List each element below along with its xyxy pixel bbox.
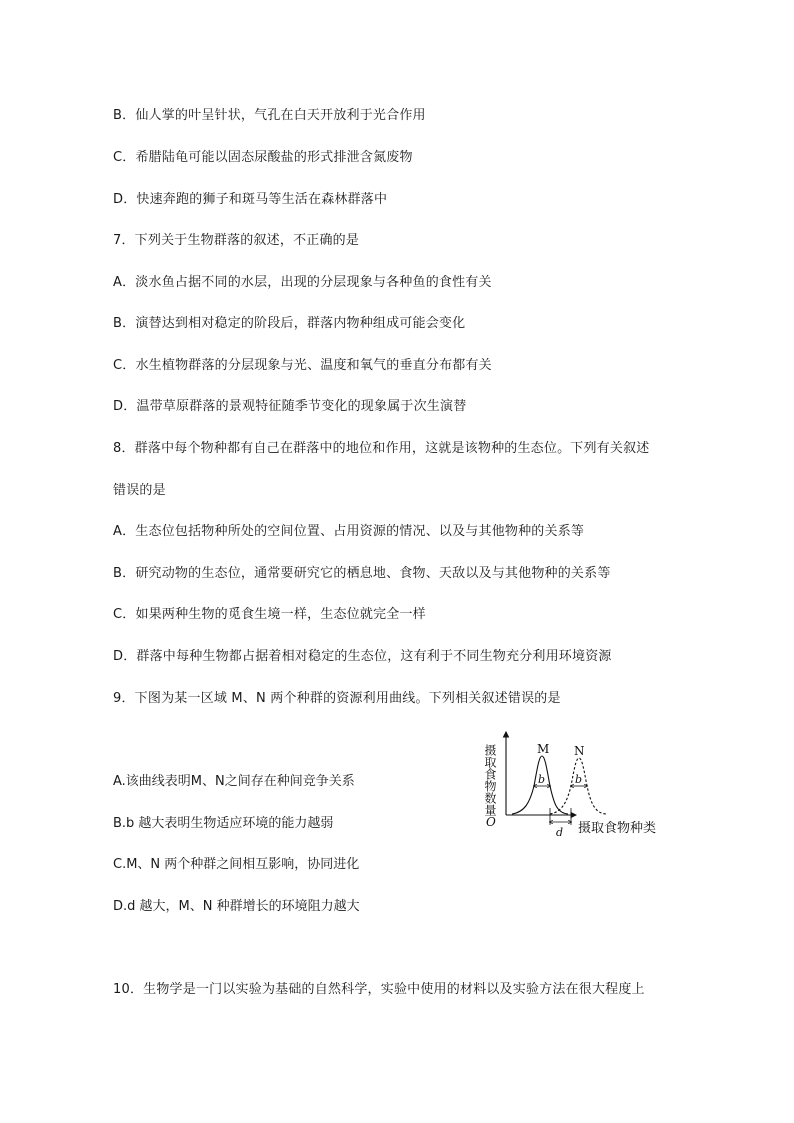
resource-curve-figure: [470, 722, 680, 844]
gap-label: d: [556, 826, 564, 839]
width-label-n: b: [575, 773, 583, 786]
option-c-q9: C.M、N 两个种群之间相互影响，协同进化: [113, 857, 360, 872]
origin-label: O: [486, 815, 496, 829]
option-d-q6: D．快速奔跑的狮子和斑马等生活在森林群落中: [113, 192, 388, 207]
question-10-stem: 10．生物学是一门以实验为基础的自然科学，实验中使用的材料以及实验方法在很大程度上: [113, 982, 645, 997]
question-7-stem: 7．下列关于生物群落的叙述，不正确的是: [113, 233, 360, 248]
question-8-stem: 8．群落中每个物种都有自己在群落中的地位和作用，这就是该物种的生态位。下列有关叙述: [113, 441, 650, 456]
x-axis-label: 摄取食物种类: [578, 821, 657, 836]
question-8-stem-cont: 错误的是: [113, 483, 166, 498]
option-b-q7: B．演替达到相对稳定的阶段后，群落内物种组成可能会变化: [113, 316, 466, 331]
option-c-q8: C．如果两种生物的觅食生境一样，生态位就完全一样: [113, 607, 426, 622]
option-c-q6: C．希腊陆龟可能以固态尿酸盐的形式排泄含氮废物: [113, 150, 413, 165]
option-d-q7: D．温带草原群落的景观特征随季节变化的现象属于次生演替: [113, 399, 467, 414]
option-d-q9: D.d 越大，M、N 种群增长的环境阻力越大: [113, 899, 360, 914]
option-a-q8: A．生态位包括物种所处的空间位置、占用资源的情况、以及与其他物种的关系等: [113, 524, 585, 539]
option-d-q8: D．群落中每种生物都占据着相对稳定的生态位，这有利于不同生物充分利用环境资源: [113, 649, 612, 664]
option-b-q6: B．仙人掌的叶呈针状，气孔在白天开放利于光合作用: [113, 108, 426, 123]
curve-m-label: M: [537, 742, 550, 756]
option-a-q7: A．淡水鱼占据不同的水层，出现的分层现象与各种鱼的食性有关: [113, 275, 492, 290]
option-b-q8: B．研究动物的生态位，通常要研究它的栖息地、食物、天敌以及与其他物种的关系等: [113, 566, 611, 581]
option-a-q9: A.该曲线表明M、N之间存在种间竞争关系: [113, 774, 355, 789]
question-9-stem: 9．下图为某一区域 M、N 两个种群的资源利用曲线。下列相关叙述错误的是: [113, 691, 561, 706]
option-b-q9: B.b 越大表明生物适应环境的能力越弱: [113, 816, 334, 831]
curve-n-label: N: [574, 744, 585, 758]
option-c-q7: C．水生植物群落的分层现象与光、温度和氧气的垂直分布都有关: [113, 358, 492, 373]
y-axis-label: 摄取食物数量: [483, 744, 497, 816]
width-label-m: b: [538, 773, 546, 786]
